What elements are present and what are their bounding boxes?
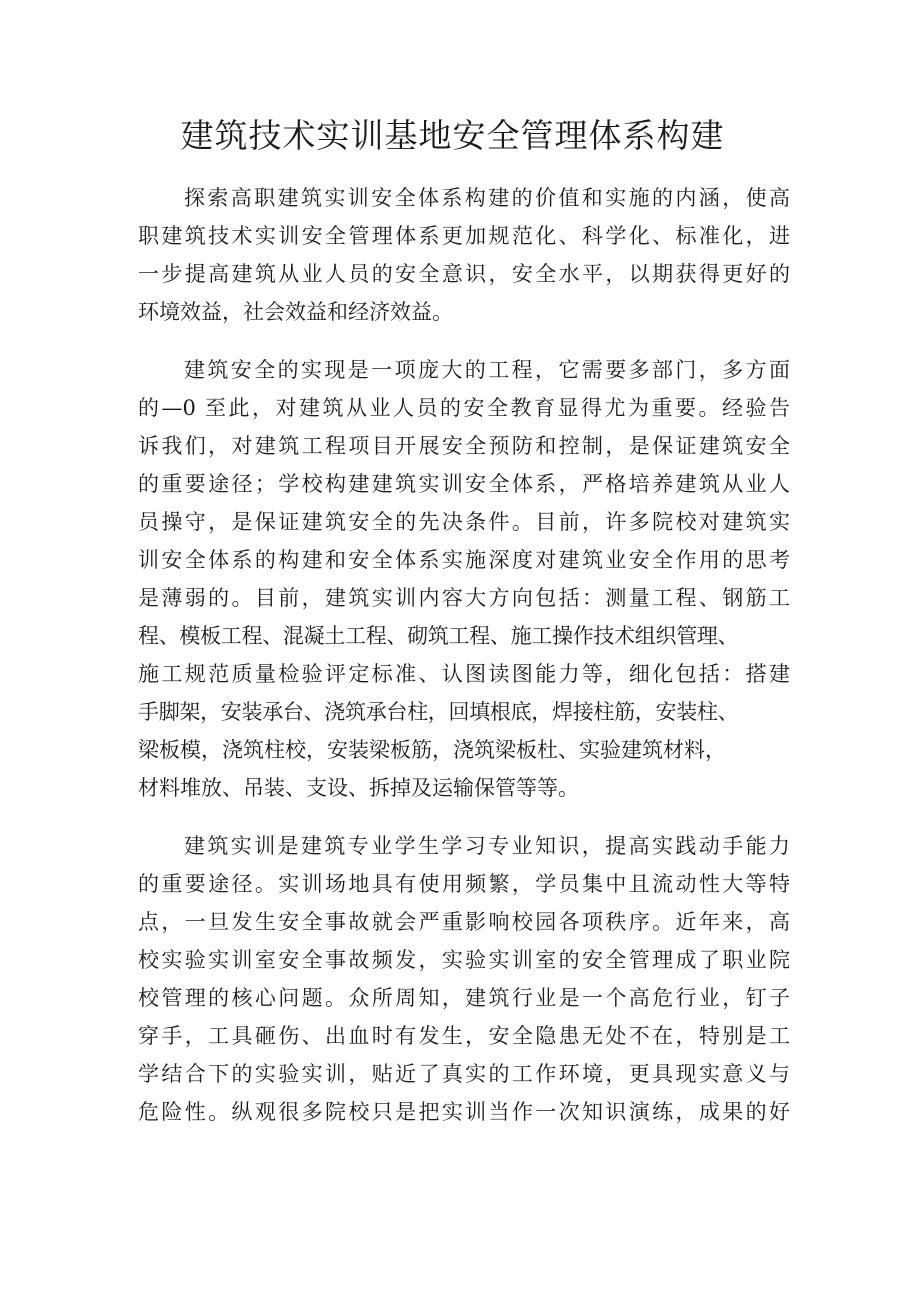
paragraph-line: 员操守，是保证建筑安全的先决条件。目前，许多院校对建筑实 (138, 510, 790, 534)
paragraph-line: 探索高职建筑实训安全体系构建的价值和实施的内涵，使高 (184, 186, 790, 210)
paragraph-line: 施工规范质量检验评定标准、认图读图能力等，细化包括：搭建 (138, 662, 790, 686)
paragraph-line: 职建筑技术实训安全管理体系更加规范化、科学化、标准化，进 (138, 224, 790, 248)
paragraph-line: 的—0 至此，对建筑从业人员的安全教育显得尤为重要。经验告 (138, 396, 790, 420)
paragraph-line: 穿手，工具砸伤、出血时有发生，安全隐患无处不在，特别是工 (138, 1024, 790, 1048)
paragraph-line: 是薄弱的。目前，建筑实训内容大方向包括：测量工程、钢筋工 (138, 586, 790, 610)
paragraph-line: 训安全体系的构建和安全体系实施深度对建筑业安全作用的思考 (138, 548, 790, 572)
paragraph-line: 建筑实训是建筑专业学生学习专业知识，提高实践动手能力 (184, 834, 790, 858)
paragraph-2 (138, 351, 818, 807)
paragraph-line: 的重要途径；学校构建建筑实训安全体系，严格培养建筑从业人 (138, 472, 790, 496)
document-title: 建筑技术实训基地安全管理体系构建 (180, 116, 725, 155)
paragraph-1 (138, 179, 818, 331)
paragraph-line: 程、模板工程、混凝土工程、砌筑工程、施工操作技术组织管理、 (138, 624, 739, 648)
paragraph-line: 一步提高建筑从业人员的安全意识，安全水平，以期获得更好的 (138, 262, 790, 286)
paragraph-line: 校实验实训室安全事故频发，实验实训室的安全管理成了职业院 (138, 948, 790, 972)
paragraph-line: 诉我们，对建筑工程项目开展安全预防和控制，是保证建筑安全 (138, 434, 790, 458)
paragraph-line: 校管理的核心问题。众所周知，建筑行业是一个高危行业，钉子 (138, 986, 790, 1010)
paragraph-line: 的重要途径。实训场地具有使用频繁，学员集中且流动性大等特 (138, 872, 790, 896)
paragraph-line: 梁板模，浇筑柱校，安装梁板筋，浇筑梁板杜、实验建筑材料， (138, 738, 726, 762)
paragraph-line: 材料堆放、吊装、支设、拆掉及运输保管等等。 (138, 776, 579, 800)
paragraph-line: 危险性。纵观很多院校只是把实训当作一次知识演练，成果的好 (138, 1100, 790, 1124)
paragraph-3 (138, 827, 818, 1131)
paragraph-line: 点，一旦发生安全事故就会严重影响校园各项秩序。近年来，高 (138, 910, 790, 934)
paragraph-line: 环境效益，社会效益和经济效益。 (138, 300, 453, 324)
paragraph-line: 建筑安全的实现是一项庞大的工程，它需要多部门，多方面 (184, 358, 790, 382)
paragraph-line: 学结合下的实验实训，贴近了真实的工作环境，更具现实意义与 (138, 1062, 790, 1086)
paragraph-line: 手脚架，安装承台、浇筑承台柱，回填根底，焊接柱筋，安装柱、 (138, 700, 739, 724)
